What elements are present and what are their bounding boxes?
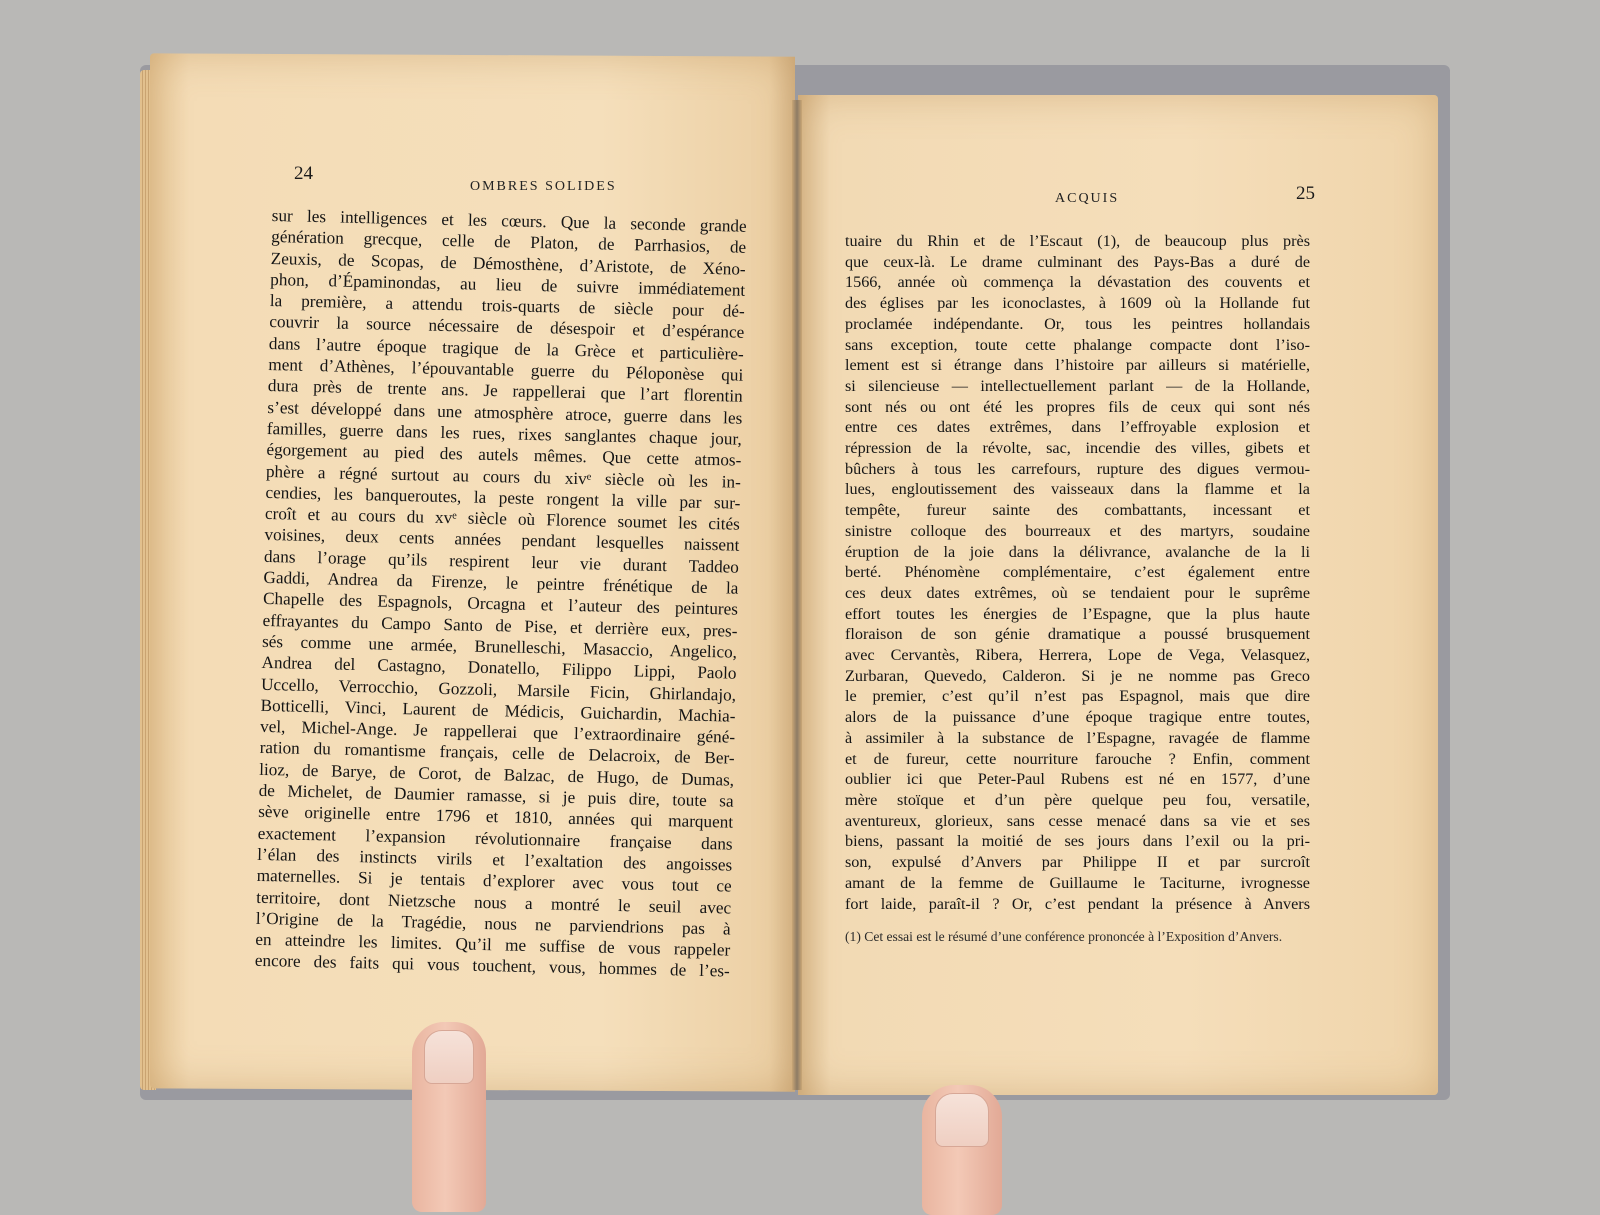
text-line: et de fureur, cette nourriture farouche ? Enfin, comment — [845, 749, 1310, 768]
text-line: de Michelet, de Daumier ramasse, si je puis dire, toute sa — [258, 780, 734, 811]
left-thumbnail — [424, 1030, 474, 1084]
left-running-header: OMBRES SOLIDES — [470, 179, 617, 194]
text-line: effrayantes du Campo Santo de Pise, et derrière eux, pres- — [262, 610, 738, 641]
text-line: lioz, de Barye, de Corot, de Balzac, de Hugo, de Dumas, — [258, 759, 735, 790]
text-line: répression de la révolte, sac, incendie des villes, gibets et — [845, 439, 1310, 458]
text-line: sur les intelligences et les cœurs. Que la seconde grande — [271, 205, 747, 236]
text-line: sés comme une armée, Brunelleschi, Masaccio, Angelico, — [261, 631, 738, 662]
text-line: avec Cervantès, Ribera, Herrera, Lope de Vega, Velasquez, — [845, 646, 1310, 665]
text-line: lement est si étrange dans l’histoire par ailleurs si matérielle, — [845, 356, 1310, 375]
text-line: la première, a attendu trois-quarts de siècle pour dé- — [269, 291, 745, 321]
text-line: fort laide, paraît-il ? Or, c’est pendant la présence à Anvers — [845, 894, 1310, 913]
text-line: phère a régné surtout au cours du xivᵉ siècle où les in- — [265, 461, 742, 492]
left-page-number: 24 — [294, 163, 313, 184]
text-line: dans l’autre époque tragique de la Grèce et particulière- — [268, 333, 744, 364]
text-line: Andrea del Castagno, Donatello, Filippo Lippi, Paolo — [261, 653, 737, 683]
text-line: ces deux dates extrêmes, où se tendaient pour le suprême — [845, 583, 1310, 602]
text-line: Uccello, Verrocchio, Gozzoli, Marsile Ficin, Ghirlandajo, — [260, 674, 737, 705]
text-line: dans l’orage qu’ils respirent leur vie durant Taddeo — [263, 546, 740, 577]
text-line: couvrir la source nécessaire de désespoir et d’espérance — [269, 312, 745, 343]
open-book — [140, 55, 1450, 1105]
text-line: si silencieuse — intellectuellement parlant — de la Hollande, — [845, 376, 1310, 395]
text-line: éruption de la joie dans la délivrance, avalanche de la li — [845, 542, 1310, 561]
text-line: Botticelli, Vinci, Laurent de Médicis, Guichardin, Machia- — [260, 695, 736, 726]
text-line: le premier, c’est qu’il n’est pas Espagnol, mais que dire — [845, 687, 1310, 706]
footnote: (1) Cet essai est le résumé d’une conférence prononcée à l’Exposition d’Anvers. — [845, 929, 1283, 944]
right-thumbnail — [935, 1093, 989, 1147]
text-line: Gaddi, Andrea da Firenze, le peintre frénétique de la — [263, 567, 739, 598]
text-line: l’Origine de la Tragédie, nous ne parviendrions pas à — [255, 908, 731, 939]
text-line: Zeuxis, de Scopas, de Démosthène, d’Aristote, de Xéno- — [270, 248, 746, 279]
text-line: s’est développé dans une atmosphère atroce, guerre dans les — [267, 397, 743, 428]
text-line: alors de la puissance d’une époque tragique entre toutes, — [845, 708, 1310, 727]
text-line: sève originelle entre 1796 et 1810, années qui marquent — [258, 802, 734, 832]
text-line: mère stoïque et d’un père quelque peu fou, versatile, — [845, 790, 1310, 809]
text-line: lues, engloutissement des vaisseaux dans la flamme et la — [845, 480, 1310, 499]
text-line: ment d’Athènes, l’épouvantable guerre du Péloponèse qui — [268, 355, 744, 385]
text-line: génération grecque, celle de Platon, de Parrhasios, de — [271, 227, 747, 258]
text-line: sans exception, toute cette phalange compacte dont l’iso- — [845, 335, 1310, 354]
text-line: floraison de son génie dramatique a poussé brusquement — [845, 625, 1310, 644]
text-line: oublier ici que Peter-Paul Rubens est né en 1577, d’une — [845, 770, 1310, 789]
text-line: biens, passant la moitié de ses jours dans l’exil ou la pri- — [845, 832, 1310, 851]
text-line: familles, guerre dans les rues, rixes sanglantes chaque jour, — [266, 418, 743, 449]
left-thumb — [412, 1022, 486, 1212]
book-gutter — [792, 100, 802, 1090]
right-page-number: 25 — [1296, 183, 1315, 204]
text-line: l’élan des instincts virils et l’exaltation des angoisses — [257, 844, 733, 875]
text-line: phon, d’Épaminondas, au lieu de suivre immédiatement — [270, 269, 746, 300]
text-line: son, expulsé d’Anvers par Philippe II et par surcroît — [845, 853, 1310, 872]
text-line: ration du romantisme français, celle de Delacroix, de Ber- — [259, 738, 735, 769]
text-line: sinistre colloque des bourreaux et des martyrs, soudaine — [845, 521, 1310, 540]
text-line: proclamée indépendante. Or, tous les peintres hollandais — [845, 314, 1310, 333]
text-line: encore des faits qui vous touchent, vous, hommes de l’es- — [254, 951, 730, 981]
text-line: que ceux-là. Le drame culminant des Pays-Bas a duré de — [845, 252, 1310, 271]
text-line: bûchers à tous les carrefours, rupture des digues vermou- — [845, 459, 1310, 478]
text-line: Zurbaran, Quevedo, Calderon. Si je ne nomme pas Greco — [845, 666, 1310, 685]
right-running-header: ACQUIS — [1055, 191, 1120, 206]
text-line: maternelles. Si je tentais d’explorer avec vous tout ce — [256, 866, 732, 896]
text-line: égorgement au pied des autels mêmes. Que cette atmos- — [266, 440, 742, 470]
text-line: amant de la femme de Guillaume le Taciturne, ivrognesse — [845, 873, 1310, 892]
text-line: à assimiler à la substance de l’Espagne, ravagée de flamme — [845, 728, 1310, 747]
text-line: cendies, les banqueroutes, la peste rongent la ville par sur- — [265, 482, 741, 513]
text-line: tuaire du Rhin et de l’Escaut (1), de beaucoup plus près — [845, 232, 1310, 250]
text-line: en atteindre les limites. Qu’il me suffise de vous rappeler — [255, 929, 731, 960]
text-line: aventureux, glorieux, sans cesse menacé dans sa vie et ses — [845, 811, 1310, 830]
text-line: effort toutes les énergies de l’Espagne, que la plus haute — [845, 604, 1310, 623]
text-line: entre ces dates extrêmes, dans l’effroyable explosion et — [845, 418, 1310, 437]
text-line: tempête, fureur sainte des combattants, incessant et — [845, 501, 1310, 520]
right-page-body — [845, 231, 1310, 914]
text-line: exactement l’expansion révolutionnaire française dans — [257, 823, 733, 854]
text-line: dura près de trente ans. Je rappellerai que l’art florentin — [267, 376, 743, 407]
text-line: sont nés ou ont été les propres fils de ceux qui sont nés — [845, 397, 1310, 416]
text-line: des églises par les iconoclastes, à 1609 où la Hollande fut — [845, 294, 1310, 313]
text-line: territoire, dont Nietzsche nous a montré le seuil avec — [256, 887, 732, 918]
text-line: croît et au cours du xvᵉ siècle où Florence soumet les cités — [264, 504, 741, 534]
text-line: 1566, année où commença la dévastation des couvents et — [845, 273, 1310, 292]
text-line: vel, Michel-Ange. Je rappellerai que l’extraordinaire géné- — [259, 716, 736, 747]
text-line: Chapelle des Espagnols, Orcagna et l’auteur des peintures — [262, 589, 739, 620]
left-page-body — [255, 205, 747, 982]
text-line: voisines, deux cents années pendant lesquelles naissent — [264, 525, 740, 556]
text-line: berté. Phénomène complémentaire, c’est également entre — [845, 563, 1310, 582]
right-thumb — [922, 1085, 1002, 1215]
